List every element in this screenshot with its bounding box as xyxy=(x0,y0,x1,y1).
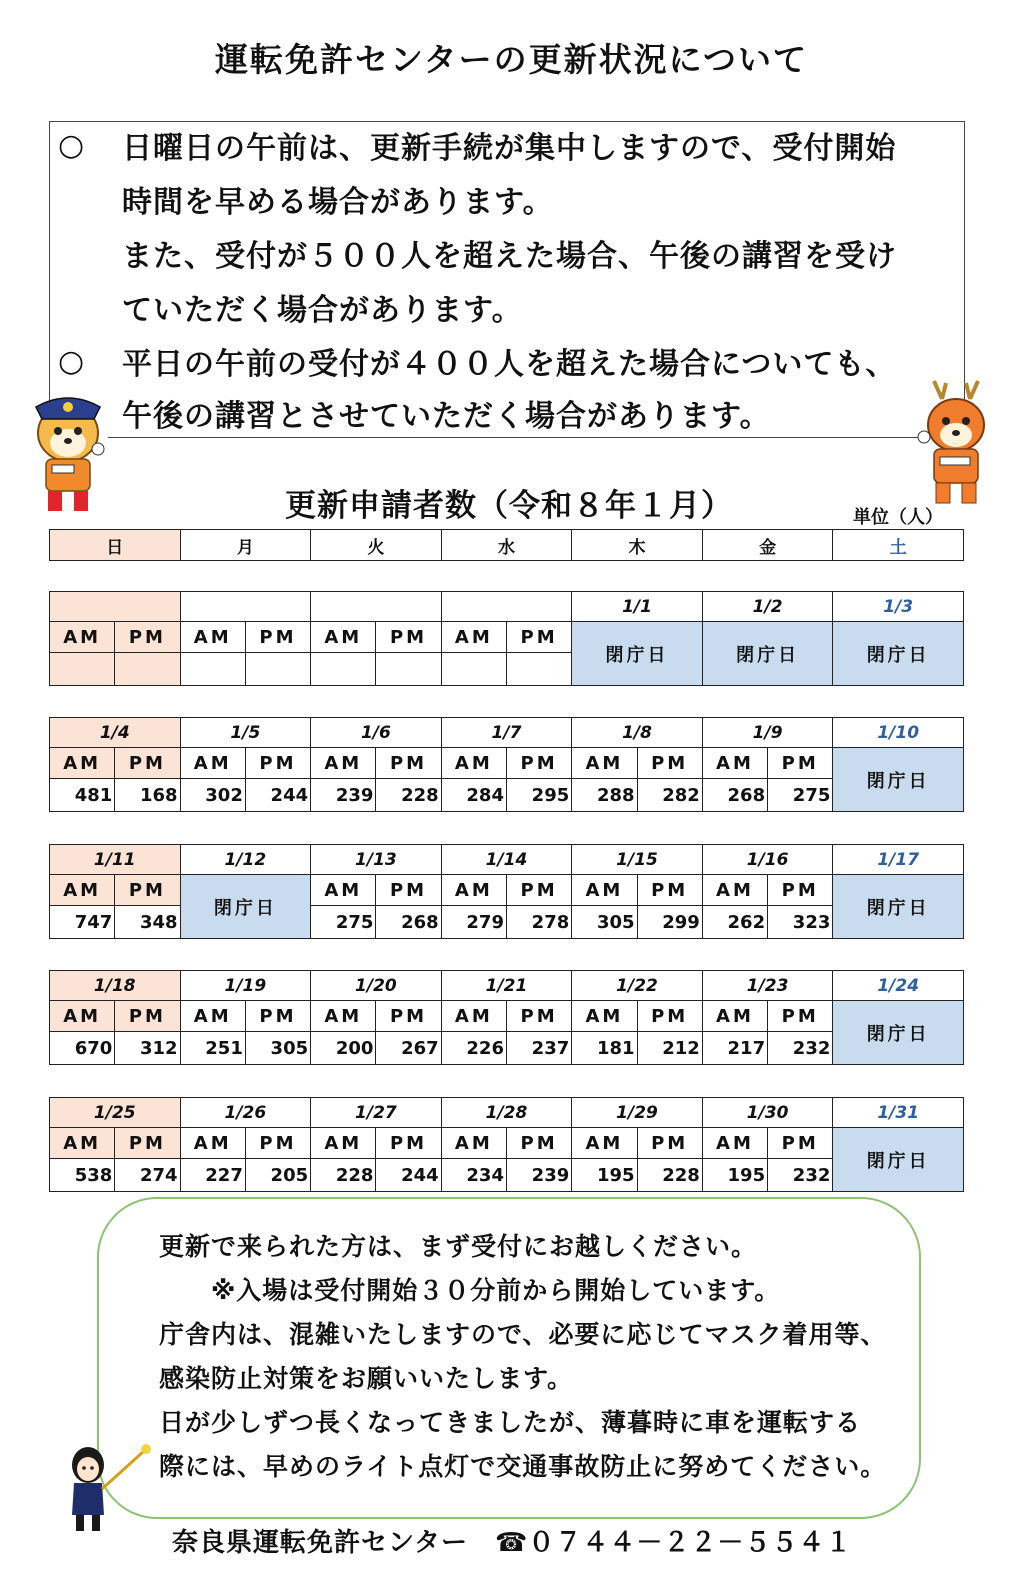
pm-header: PM xyxy=(768,875,833,906)
date-cell: 1/19 xyxy=(180,971,311,1001)
notice-line: ていただく場合があります。 xyxy=(122,293,523,328)
value-cell: 181 xyxy=(572,1032,637,1065)
value-cell: 239 xyxy=(311,779,376,812)
value-cell: 305 xyxy=(572,906,637,939)
pm-header: PM xyxy=(245,622,310,653)
week-table xyxy=(49,591,964,686)
value-cell: 228 xyxy=(376,779,441,812)
pm-header: PM xyxy=(637,748,702,779)
closed-cell: 閉庁日 xyxy=(572,622,703,686)
weekday-wed: 水 xyxy=(441,530,572,561)
date-cell: 1/31 xyxy=(833,1098,964,1128)
closed-cell: 閉庁日 xyxy=(833,748,964,812)
date-cell: 1/27 xyxy=(311,1098,442,1128)
value-cell: 747 xyxy=(50,906,115,939)
date-cell xyxy=(441,592,572,622)
am-header: AM xyxy=(180,1001,245,1032)
value-cell xyxy=(376,653,441,686)
value-cell: 217 xyxy=(702,1032,767,1065)
value-cell: 282 xyxy=(637,779,702,812)
notice-line: 日曜日の午前は、更新手続が集中しますので、受付開始 xyxy=(122,131,897,166)
weekday-header xyxy=(49,529,964,561)
value-cell: 227 xyxy=(180,1159,245,1192)
am-header: AM xyxy=(572,748,637,779)
value-cell: 244 xyxy=(245,779,310,812)
contact-info: 奈良県運転免許センター ☎０７４４－２２－５５４１ xyxy=(172,1528,853,1558)
date-cell: 1/5 xyxy=(180,718,311,748)
date-cell: 1/14 xyxy=(441,845,572,875)
date-cell: 1/10 xyxy=(833,718,964,748)
date-cell: 1/11 xyxy=(50,845,181,875)
date-cell: 1/22 xyxy=(572,971,703,1001)
am-header: AM xyxy=(702,1128,767,1159)
value-cell xyxy=(115,653,180,686)
value-cell: 299 xyxy=(637,906,702,939)
pm-header: PM xyxy=(245,1128,310,1159)
pm-header: PM xyxy=(245,1001,310,1032)
unit-label: 単位（人） xyxy=(853,507,943,528)
value-cell: 244 xyxy=(376,1159,441,1192)
value-cell xyxy=(50,653,115,686)
date-cell xyxy=(180,592,311,622)
value-cell xyxy=(506,653,571,686)
value-cell: 284 xyxy=(441,779,506,812)
page-title: 運転免許センターの更新状況について xyxy=(214,40,809,79)
date-cell: 1/23 xyxy=(702,971,833,1001)
closed-cell: 閉庁日 xyxy=(833,622,964,686)
date-cell: 1/21 xyxy=(441,971,572,1001)
date-cell: 1/30 xyxy=(702,1098,833,1128)
pm-header: PM xyxy=(376,622,441,653)
value-cell: 348 xyxy=(115,906,180,939)
pm-header: PM xyxy=(376,748,441,779)
notice-line: また、受付が５００人を超えた場合、午後の講習を受け xyxy=(122,239,897,274)
date-cell: 1/16 xyxy=(702,845,833,875)
am-header: AM xyxy=(441,1128,506,1159)
value-cell: 538 xyxy=(50,1159,115,1192)
date-cell xyxy=(311,592,442,622)
pm-header: PM xyxy=(637,1128,702,1159)
pm-header: PM xyxy=(115,1128,180,1159)
pm-header: PM xyxy=(506,875,571,906)
value-cell: 323 xyxy=(768,906,833,939)
notice-line: 平日の午前の受付が４００人を超えた場合についても、 xyxy=(122,347,897,382)
divider xyxy=(108,437,963,438)
pm-header: PM xyxy=(768,1128,833,1159)
date-cell: 1/3 xyxy=(833,592,964,622)
date-cell: 1/15 xyxy=(572,845,703,875)
pm-header: PM xyxy=(506,748,571,779)
footer-line: 際には、早めのライト点灯で交通事故防止に努めてください。 xyxy=(159,1452,887,1481)
value-cell: 268 xyxy=(376,906,441,939)
pm-header: PM xyxy=(506,1001,571,1032)
value-cell: 226 xyxy=(441,1032,506,1065)
pm-header: PM xyxy=(768,748,833,779)
closed-cell: 閉庁日 xyxy=(833,875,964,939)
am-header: AM xyxy=(702,875,767,906)
value-cell: 237 xyxy=(506,1032,571,1065)
am-header: AM xyxy=(441,875,506,906)
am-header: AM xyxy=(572,1128,637,1159)
am-header: AM xyxy=(50,622,115,653)
pm-header: PM xyxy=(115,1001,180,1032)
value-cell: 278 xyxy=(506,906,571,939)
am-header: AM xyxy=(50,1128,115,1159)
police-mascot-left-icon xyxy=(22,393,114,515)
value-cell: 312 xyxy=(115,1032,180,1065)
am-header: AM xyxy=(50,748,115,779)
value-cell: 200 xyxy=(311,1032,376,1065)
notice-box xyxy=(49,121,965,446)
closed-cell: 閉庁日 xyxy=(833,1001,964,1065)
pm-header: PM xyxy=(637,875,702,906)
date-cell: 1/9 xyxy=(702,718,833,748)
notice-line: 午後の講習とさせていただく場合があります。 xyxy=(122,399,771,434)
date-cell: 1/12 xyxy=(180,845,311,875)
value-cell xyxy=(180,653,245,686)
value-cell: 295 xyxy=(506,779,571,812)
value-cell: 168 xyxy=(115,779,180,812)
bullet-mark: ○ xyxy=(58,344,85,379)
weekday-sat: 土 xyxy=(833,530,964,561)
value-cell: 267 xyxy=(376,1032,441,1065)
pm-header: PM xyxy=(376,875,441,906)
weekday-tue: 火 xyxy=(311,530,442,561)
value-cell: 288 xyxy=(572,779,637,812)
footer-line: 更新で来られた方は、まず受付にお越しください。 xyxy=(159,1232,758,1261)
bullet-mark: ○ xyxy=(58,128,85,163)
value-cell: 274 xyxy=(115,1159,180,1192)
value-cell xyxy=(245,653,310,686)
week-table xyxy=(49,970,964,1065)
weekday-sun: 日 xyxy=(50,530,181,561)
am-header: AM xyxy=(180,622,245,653)
value-cell: 268 xyxy=(702,779,767,812)
officer-girl-icon xyxy=(62,1443,158,1535)
footer-line: 庁舎内は、混雑いたしますので、必要に応じてマスク着用等、 xyxy=(159,1320,887,1349)
value-cell xyxy=(311,653,376,686)
value-cell: 195 xyxy=(702,1159,767,1192)
am-header: AM xyxy=(50,1001,115,1032)
value-cell: 305 xyxy=(245,1032,310,1065)
value-cell xyxy=(441,653,506,686)
police-mascot-right-icon xyxy=(912,379,1000,507)
week-table xyxy=(49,844,964,939)
week-table xyxy=(49,717,964,812)
pm-header: PM xyxy=(115,622,180,653)
date-cell: 1/13 xyxy=(311,845,442,875)
date-cell: 1/29 xyxy=(572,1098,703,1128)
value-cell: 275 xyxy=(768,779,833,812)
am-header: AM xyxy=(311,1128,376,1159)
am-header: AM xyxy=(311,1001,376,1032)
closed-cell: 閉庁日 xyxy=(180,875,311,939)
am-header: AM xyxy=(311,875,376,906)
value-cell: 239 xyxy=(506,1159,571,1192)
weekday-fri: 金 xyxy=(702,530,833,561)
pm-header: PM xyxy=(115,748,180,779)
am-header: AM xyxy=(50,875,115,906)
date-cell: 1/25 xyxy=(50,1098,181,1128)
footer-line: ※入場は受付開始３０分前から開始しています。 xyxy=(211,1276,781,1305)
value-cell: 251 xyxy=(180,1032,245,1065)
pm-header: PM xyxy=(245,748,310,779)
value-cell: 302 xyxy=(180,779,245,812)
am-header: AM xyxy=(702,748,767,779)
date-cell: 1/6 xyxy=(311,718,442,748)
value-cell: 481 xyxy=(50,779,115,812)
value-cell: 234 xyxy=(441,1159,506,1192)
value-cell: 279 xyxy=(441,906,506,939)
pm-header: PM xyxy=(376,1128,441,1159)
footer-line: 感染防止対策をお願いいたします。 xyxy=(159,1364,574,1393)
weekday-thu: 木 xyxy=(572,530,703,561)
date-cell xyxy=(50,592,181,622)
am-header: AM xyxy=(702,1001,767,1032)
weekday-mon: 月 xyxy=(180,530,311,561)
date-cell: 1/24 xyxy=(833,971,964,1001)
date-cell: 1/1 xyxy=(572,592,703,622)
am-header: AM xyxy=(311,748,376,779)
value-cell: 195 xyxy=(572,1159,637,1192)
date-cell: 1/8 xyxy=(572,718,703,748)
pm-header: PM xyxy=(376,1001,441,1032)
value-cell: 205 xyxy=(245,1159,310,1192)
value-cell: 212 xyxy=(637,1032,702,1065)
footer-notice xyxy=(97,1197,921,1519)
closed-cell: 閉庁日 xyxy=(702,622,833,686)
pm-header: PM xyxy=(637,1001,702,1032)
value-cell: 228 xyxy=(311,1159,376,1192)
date-cell: 1/7 xyxy=(441,718,572,748)
value-cell: 232 xyxy=(768,1159,833,1192)
value-cell: 670 xyxy=(50,1032,115,1065)
pm-header: PM xyxy=(768,1001,833,1032)
value-cell: 262 xyxy=(702,906,767,939)
value-cell: 232 xyxy=(768,1032,833,1065)
value-cell: 275 xyxy=(311,906,376,939)
pm-header: PM xyxy=(115,875,180,906)
date-cell: 1/20 xyxy=(311,971,442,1001)
value-cell: 228 xyxy=(637,1159,702,1192)
date-cell: 1/17 xyxy=(833,845,964,875)
date-cell: 1/28 xyxy=(441,1098,572,1128)
am-header: AM xyxy=(572,1001,637,1032)
pm-header: PM xyxy=(506,1128,571,1159)
am-header: AM xyxy=(180,1128,245,1159)
am-header: AM xyxy=(441,748,506,779)
table-title: 更新申請者数（令和８年１月） xyxy=(285,488,733,524)
closed-cell: 閉庁日 xyxy=(833,1128,964,1192)
date-cell: 1/4 xyxy=(50,718,181,748)
notice-line: 時間を早める場合があります。 xyxy=(122,185,554,220)
am-header: AM xyxy=(572,875,637,906)
week-table xyxy=(49,1097,964,1192)
am-header: AM xyxy=(441,1001,506,1032)
am-header: AM xyxy=(441,622,506,653)
footer-line: 日が少しずつ長くなってきましたが、薄暮時に車を運転する xyxy=(159,1408,862,1437)
am-header: AM xyxy=(311,622,376,653)
date-cell: 1/26 xyxy=(180,1098,311,1128)
date-cell: 1/18 xyxy=(50,971,181,1001)
date-cell: 1/2 xyxy=(702,592,833,622)
pm-header: PM xyxy=(506,622,571,653)
am-header: AM xyxy=(180,748,245,779)
